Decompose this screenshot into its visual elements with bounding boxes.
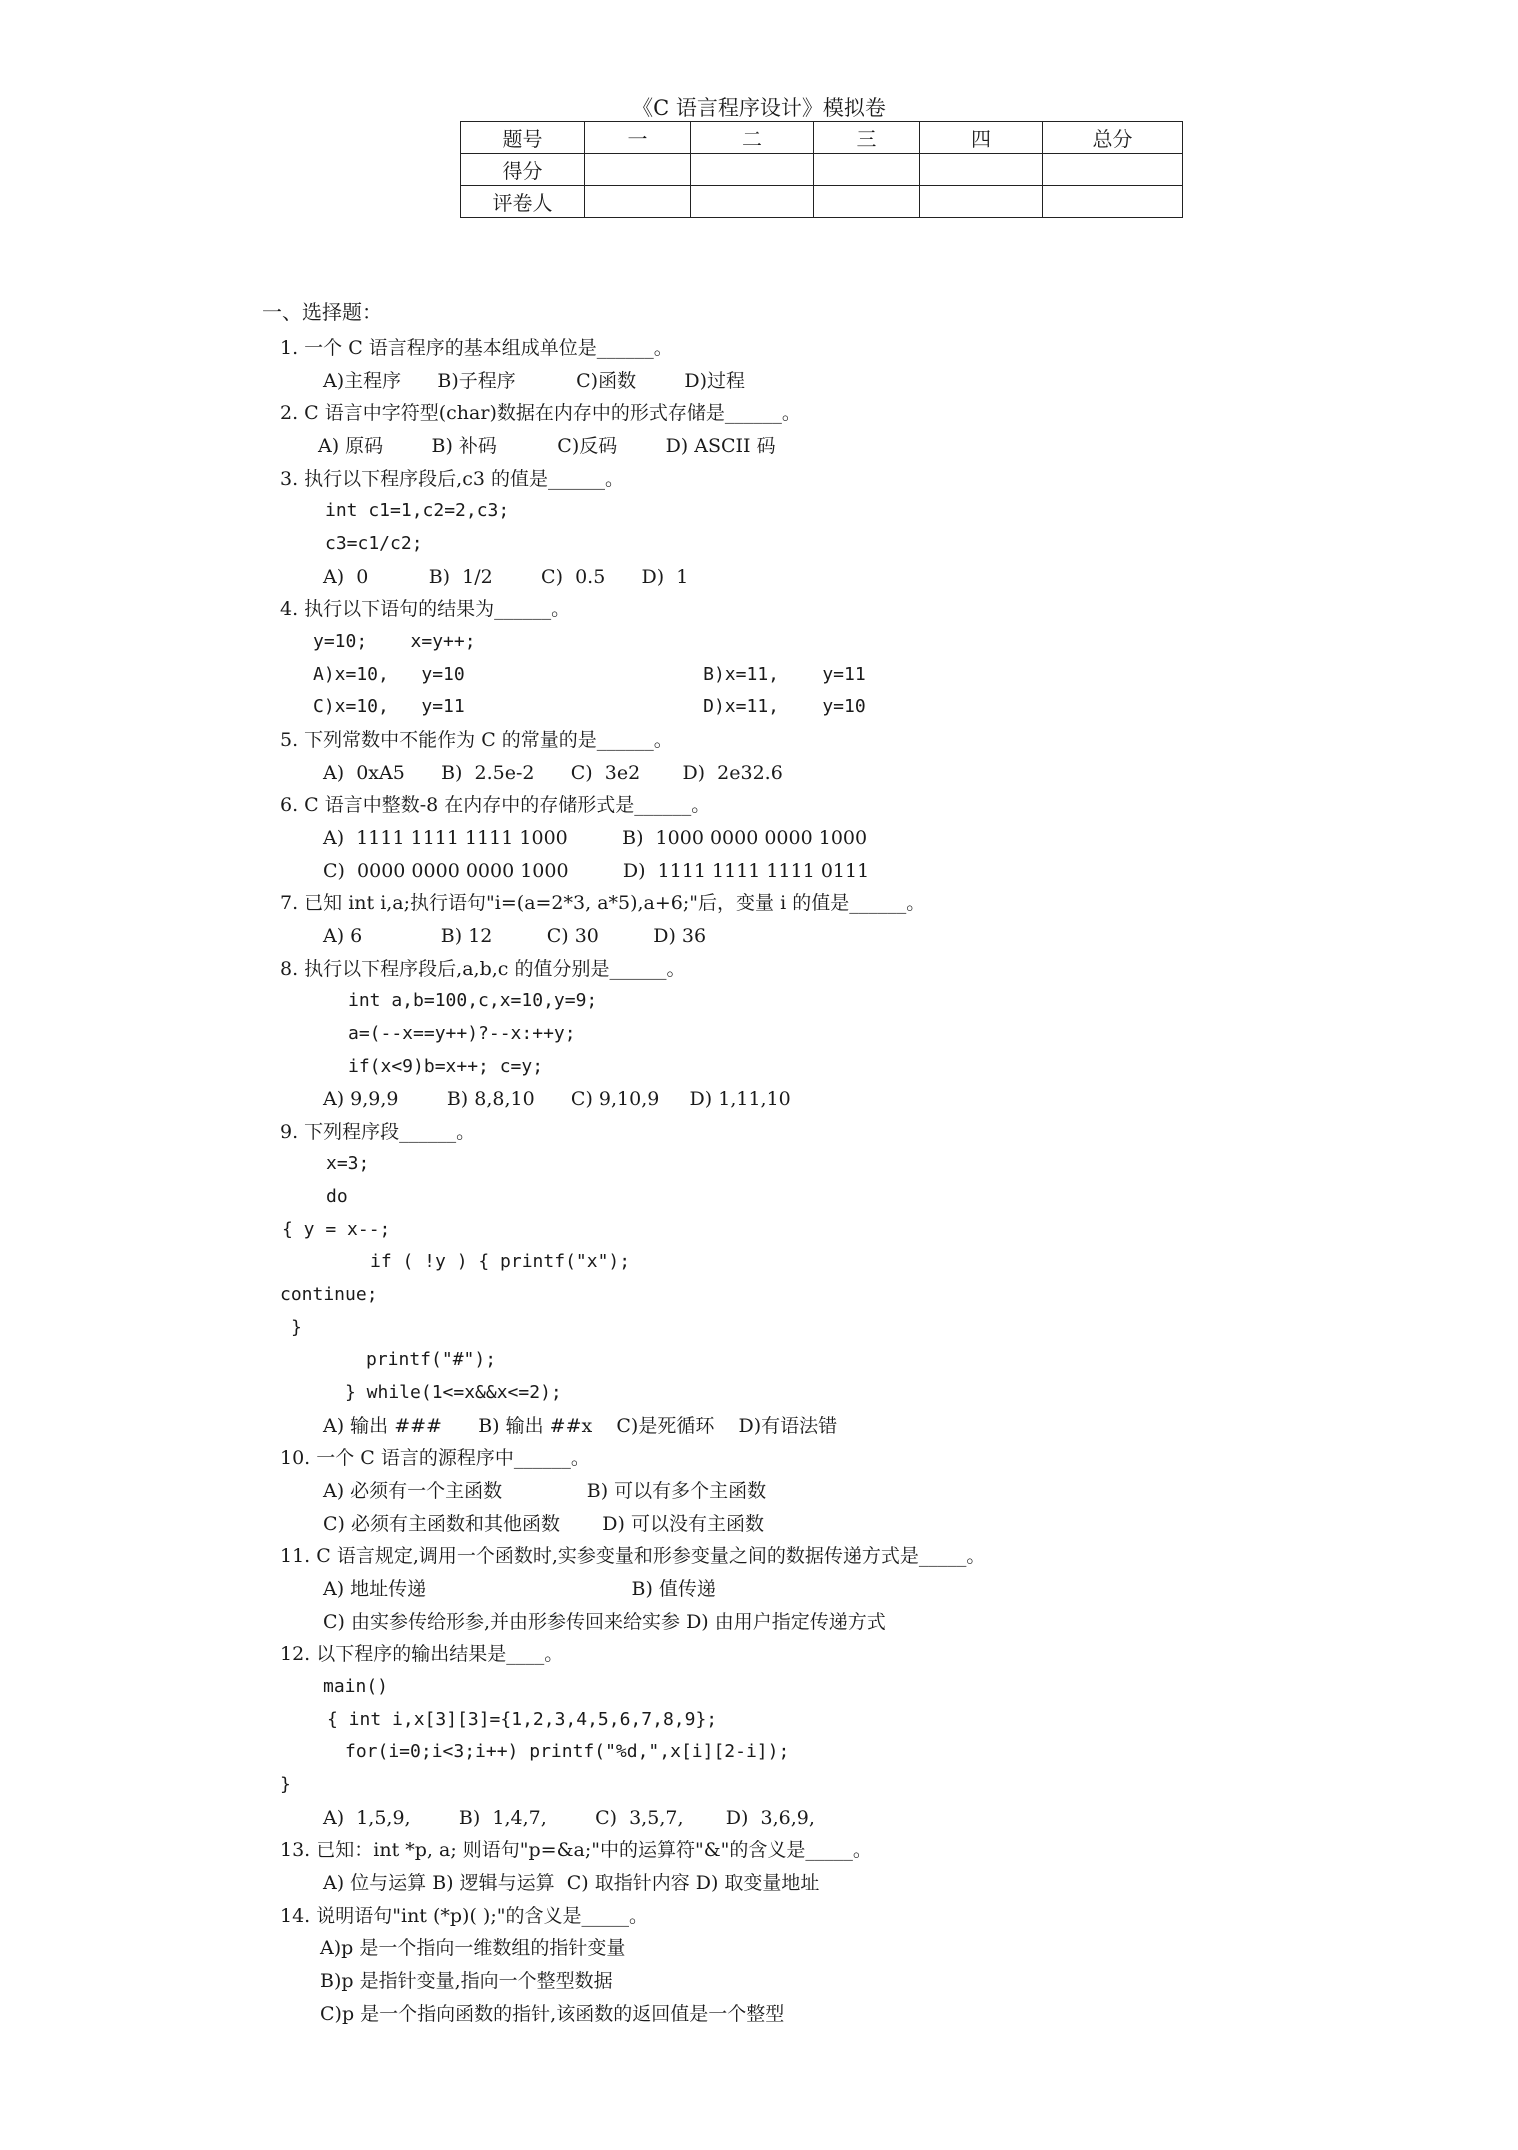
question-line: if(x<9)b=x++; c=y; (348, 1056, 544, 1077)
question-line: 13. 已知：int *p, a; 则语句"p=&a;"中的运算符"&"的含义是_____。 (280, 1839, 872, 1861)
question-line: A)p 是一个指向一维数组的指针变量 (320, 1937, 626, 1959)
question-line: A) 0 B) 1/2 C) 0.5 D) 1 (323, 566, 689, 588)
question-line: A)x=10, y=10 B)x=11, y=11 (313, 664, 866, 685)
question-line: } (291, 1317, 302, 1338)
question-line: a=(--x==y++)?--x:++y; (348, 1023, 576, 1044)
question-line: { y = x--; (282, 1219, 391, 1240)
question-line: C) 由实参传给形参,并由形参传回来给实参 D) 由用户指定传递方式 (323, 1611, 886, 1633)
header-cell: 总分 (1043, 122, 1183, 154)
question-line: A) 1,5,9, B) 1,4,7, C) 3,5,7, D) 3,6,9, (323, 1807, 815, 1829)
question-line: 3. 执行以下程序段后,c3 的值是______。 (280, 468, 624, 490)
question-line: 2. C 语言中字符型(char)数据在内存中的形式存储是______。 (280, 402, 801, 424)
question-line: A)主程序 B)子程序 C)函数 D)过程 (323, 370, 746, 392)
question-line: } while(1<=x&&x<=2); (345, 1382, 562, 1403)
question-line: 10. 一个 C 语言的源程序中______。 (280, 1447, 590, 1469)
question-line: A) 6 B) 12 C) 30 D) 36 (323, 925, 707, 947)
header-cell: 一 (585, 122, 691, 154)
question-line: A) 输出 ### B) 输出 ##x C)是死循环 D)有语法错 (323, 1415, 838, 1437)
question-line: 6. C 语言中整数-8 在内存中的存储形式是______。 (280, 794, 711, 816)
grader-cell[interactable] (920, 186, 1043, 218)
question-line: 12. 以下程序的输出结果是____。 (280, 1643, 564, 1665)
question-line: C)p 是一个指向函数的指针,该函数的返回值是一个整型 (320, 2003, 785, 2025)
question-line: B)p 是指针变量,指向一个整型数据 (320, 1970, 613, 1992)
score-cell[interactable] (1043, 154, 1183, 186)
question-line: continue; (280, 1284, 378, 1305)
score-table (460, 121, 1183, 218)
question-line: C) 0000 0000 0000 1000 D) 1111 1111 1111 0111 (323, 860, 870, 882)
question-line: A) 位与运算 B) 逻辑与运算 C) 取指针内容 D) 取变量地址 (323, 1872, 820, 1894)
exam-title: 《C 语言程序设计》模拟卷 (632, 96, 886, 120)
score-table-row (461, 154, 1183, 186)
row-label-cell: 得分 (461, 154, 585, 186)
header-cell: 四 (920, 122, 1043, 154)
header-cell: 题号 (461, 122, 585, 154)
question-line: A) 1111 1111 1111 1000 B) 1000 0000 0000 1000 (323, 827, 868, 849)
question-line: int c1=1,c2=2,c3; (325, 500, 510, 521)
score-cell[interactable] (691, 154, 814, 186)
header-cell: 二 (691, 122, 814, 154)
question-line: A) 原码 B) 补码 C)反码 D) ASCII 码 (318, 435, 776, 457)
section-title: 一、选择题： (262, 300, 382, 324)
question-line: A) 0xA5 B) 2.5e-2 C) 3e2 D) 2e32.6 (323, 762, 783, 784)
question-line: } (280, 1774, 291, 1795)
question-line: for(i=0;i<3;i++) printf("%d,",x[i][2-i]); (345, 1741, 790, 1762)
question-line: C)x=10, y=11 D)x=11, y=10 (313, 696, 866, 717)
header-cell: 三 (814, 122, 920, 154)
question-line: C) 必须有主函数和其他函数 D) 可以没有主函数 (323, 1513, 764, 1535)
question-line: c3=c1/c2; (325, 533, 423, 554)
question-line: if ( !y ) { printf("x"); (370, 1251, 631, 1272)
question-line: 8. 执行以下程序段后,a,b,c 的值分别是______。 (280, 958, 686, 980)
question-line: A) 必须有一个主函数 B) 可以有多个主函数 (323, 1480, 767, 1502)
question-line: 7. 已知 int i,a;执行语句"i=(a=2*3, a*5),a+6;"后，变量 i 的值是______。 (280, 892, 926, 914)
score-cell[interactable] (814, 154, 920, 186)
question-line: main() (323, 1676, 389, 1697)
question-line: 5. 下列常数中不能作为 C 的常量的是______。 (280, 729, 673, 751)
question-line: printf("#"); (366, 1349, 497, 1370)
grader-cell[interactable] (585, 186, 691, 218)
grader-cell[interactable] (814, 186, 920, 218)
grader-cell[interactable] (691, 186, 814, 218)
question-line: x=3; (326, 1153, 370, 1174)
score-cell[interactable] (585, 154, 691, 186)
question-line: 11. C 语言规定,调用一个函数时,实参变量和形参变量之间的数据传递方式是_____。 (280, 1545, 986, 1567)
row-label-cell: 评卷人 (461, 186, 585, 218)
question-line: int a,b=100,c,x=10,y=9; (348, 990, 598, 1011)
question-line: 1. 一个 C 语言程序的基本组成单位是______。 (280, 337, 673, 359)
question-line: do (326, 1186, 348, 1207)
question-line: 4. 执行以下语句的结果为______。 (280, 598, 571, 620)
question-line: 14. 说明语句"int (*p)( );"的含义是_____。 (280, 1905, 648, 1927)
score-table-header-row (461, 122, 1183, 154)
question-line: A) 9,9,9 B) 8,8,10 C) 9,10,9 D) 1,11,10 (323, 1088, 791, 1110)
question-line: A) 地址传递 B) 值传递 (323, 1578, 716, 1600)
question-line: 9. 下列程序段______。 (280, 1121, 476, 1143)
score-table-row (461, 186, 1183, 218)
question-line: { int i,x[3][3]={1,2,3,4,5,6,7,8,9}; (327, 1709, 718, 1730)
question-line: y=10; x=y++; (313, 631, 476, 652)
grader-cell[interactable] (1043, 186, 1183, 218)
score-cell[interactable] (920, 154, 1043, 186)
